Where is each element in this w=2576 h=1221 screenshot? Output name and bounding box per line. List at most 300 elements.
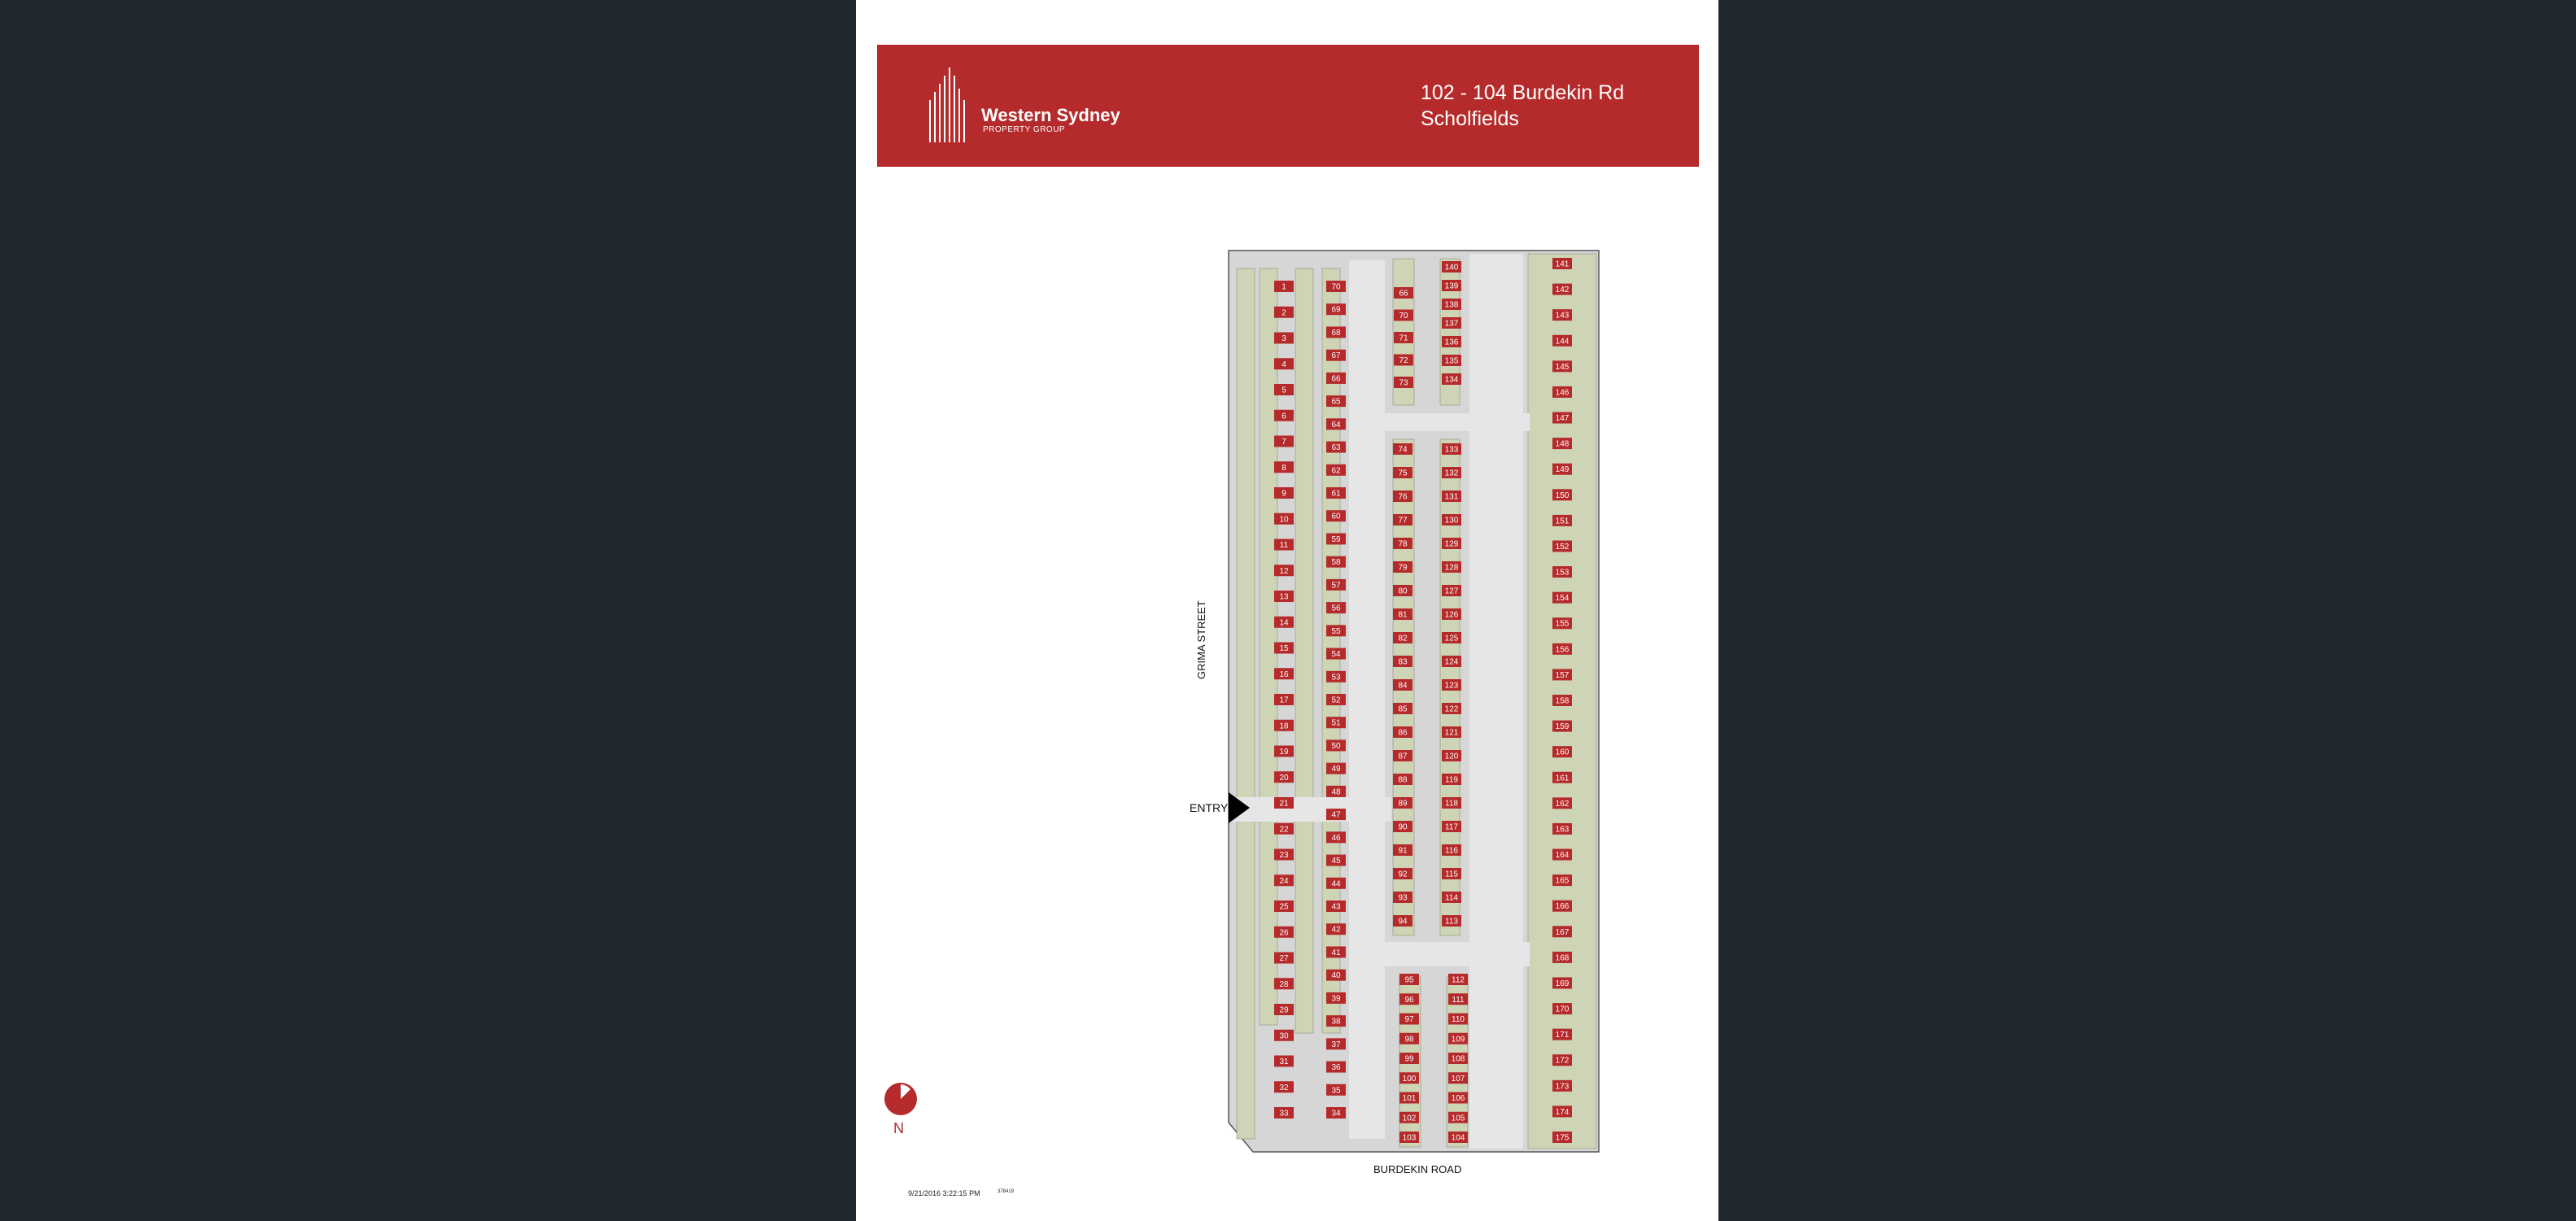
site-plan	[862, 236, 1676, 1204]
lot-number: 8	[1281, 463, 1286, 473]
lot-marker	[1442, 585, 1461, 596]
lot-number: 112	[1452, 975, 1465, 985]
lot-number: 154	[1555, 594, 1570, 604]
lot-number: 156	[1555, 645, 1570, 655]
lot-number: 50	[1331, 741, 1341, 751]
lot-number: 78	[1398, 539, 1408, 549]
entry-label: ENTRY	[1190, 801, 1229, 814]
lot-marker	[1442, 774, 1461, 785]
lot-marker	[1274, 487, 1294, 499]
lot-number: 71	[1399, 334, 1408, 343]
lot-number: 106	[1451, 1094, 1465, 1103]
lot-number: 4	[1281, 360, 1286, 369]
lot-number: 128	[1444, 563, 1459, 573]
lot-marker	[1442, 750, 1461, 761]
lot-marker	[1442, 915, 1461, 927]
lot-number: 26	[1279, 928, 1289, 938]
lot-marker	[1442, 821, 1461, 832]
lot-marker	[1448, 993, 1468, 1005]
lot-number: 139	[1444, 281, 1459, 291]
lot-marker	[1442, 632, 1461, 643]
lot-marker	[1274, 307, 1294, 318]
lot-number: 34	[1331, 1109, 1341, 1119]
lot-number: 51	[1331, 718, 1341, 728]
lot-marker	[1442, 317, 1461, 329]
lot-number: 1	[1281, 282, 1286, 292]
lot-marker	[1326, 671, 1346, 682]
lot-number: 95	[1404, 975, 1414, 985]
lot-number: 60	[1331, 512, 1341, 521]
lot-number: 12	[1279, 566, 1289, 576]
lot-number: 129	[1444, 539, 1459, 549]
lot-marker	[1326, 923, 1346, 935]
lot-number: 36	[1331, 1063, 1341, 1073]
logo-bars-icon	[929, 64, 975, 142]
lot-marker	[1274, 617, 1294, 628]
lot-number: 64	[1331, 420, 1341, 430]
lot-marker	[1326, 946, 1346, 957]
lot-marker	[1552, 926, 1572, 937]
lot-number: 66	[1331, 374, 1341, 384]
lot-marker	[1394, 310, 1413, 321]
lot-marker	[1393, 679, 1412, 691]
lot-number: 113	[1445, 917, 1458, 927]
lot-number: 119	[1445, 775, 1458, 785]
lot-number: 92	[1398, 870, 1408, 879]
lot-marker	[1394, 332, 1413, 343]
lot-marker	[1326, 326, 1346, 338]
lot-marker	[1393, 467, 1412, 478]
lot-marker	[1393, 797, 1412, 809]
lot-number: 21	[1279, 799, 1289, 809]
lot-marker	[1552, 617, 1572, 629]
lot-number: 23	[1279, 851, 1289, 860]
lot-number: 100	[1402, 1074, 1417, 1084]
lot-marker	[1326, 809, 1346, 820]
lot-number: 37	[1331, 1040, 1341, 1049]
lot-marker	[1552, 1132, 1572, 1143]
lot-number: 149	[1555, 465, 1570, 475]
lot-marker	[1274, 849, 1294, 861]
lot-number: 68	[1331, 328, 1341, 338]
lot-marker	[1448, 1033, 1468, 1044]
lot-number: 137	[1444, 319, 1459, 329]
lot-number: 82	[1398, 634, 1408, 643]
lot-number: 79	[1398, 563, 1408, 573]
lot-marker	[1399, 1112, 1419, 1123]
lot-marker	[1442, 514, 1461, 525]
lot-marker	[1393, 561, 1412, 573]
lot-marker	[1442, 703, 1461, 714]
lot-marker	[1552, 566, 1572, 578]
lot-marker	[1552, 874, 1572, 886]
lot-marker	[1274, 565, 1294, 576]
lot-marker	[1552, 952, 1572, 963]
lot-marker	[1399, 1092, 1419, 1104]
lot-marker	[1552, 386, 1572, 398]
lot-marker	[1274, 797, 1294, 809]
lot-marker	[1326, 556, 1346, 568]
lot-number: 108	[1451, 1054, 1465, 1064]
lot-number: 18	[1279, 722, 1289, 731]
lot-number: 15	[1279, 644, 1289, 653]
lot-marker	[1326, 464, 1346, 476]
lot-marker	[1326, 992, 1346, 1004]
lot-number: 122	[1444, 704, 1459, 714]
lot-marker	[1552, 823, 1572, 835]
lot-marker	[1274, 643, 1294, 654]
lot-marker	[1552, 849, 1572, 861]
lot-number: 120	[1444, 752, 1459, 761]
lot-number: 101	[1402, 1094, 1417, 1103]
street-label-south: BURDEKIN ROAD	[1373, 1163, 1462, 1175]
lot-number: 171	[1555, 1031, 1570, 1040]
lot-marker	[1442, 656, 1461, 667]
lot-number: 94	[1398, 917, 1408, 927]
lot-number: 89	[1398, 799, 1408, 809]
lot-number: 141	[1555, 259, 1570, 269]
lot-marker	[1552, 746, 1572, 757]
lot-marker	[1552, 515, 1572, 526]
lot-number: 145	[1555, 362, 1570, 372]
north-label: N	[893, 1120, 904, 1136]
lot-number: 115	[1445, 870, 1458, 879]
lot-number: 134	[1444, 375, 1459, 385]
lot-number: 110	[1452, 1015, 1465, 1024]
lot-marker	[1274, 978, 1294, 989]
lot-marker	[1448, 1072, 1468, 1084]
lot-marker	[1274, 1056, 1294, 1067]
lot-marker	[1552, 489, 1572, 500]
lot-number: 91	[1398, 846, 1408, 856]
lot-marker	[1274, 953, 1294, 964]
lot-marker	[1393, 774, 1412, 785]
lot-marker	[1552, 335, 1572, 347]
lot-marker	[1442, 844, 1461, 856]
lot-number: 58	[1331, 558, 1341, 568]
lot-number: 13	[1279, 592, 1289, 602]
lot-number: 22	[1279, 825, 1289, 835]
lot-marker	[1552, 1003, 1572, 1014]
lot-number: 83	[1398, 657, 1408, 667]
lot-marker	[1399, 1014, 1419, 1025]
lot-marker	[1448, 1112, 1468, 1123]
lot-marker	[1442, 538, 1461, 549]
lot-number: 133	[1444, 445, 1459, 455]
lot-marker	[1552, 721, 1572, 732]
lot-number: 7	[1281, 438, 1286, 447]
lot-number: 99	[1404, 1054, 1414, 1064]
lot-marker	[1393, 726, 1412, 738]
lot-marker	[1274, 1030, 1294, 1041]
lot-marker	[1552, 772, 1572, 783]
lot-number: 157	[1555, 670, 1570, 680]
lot-number: 75	[1398, 469, 1408, 478]
lot-marker	[1552, 977, 1572, 988]
lot-number: 153	[1555, 568, 1570, 578]
logo-subtitle: PROPERTY GROUP	[983, 125, 1066, 134]
lot-marker	[1442, 797, 1461, 809]
lot-marker	[1326, 350, 1346, 361]
lot-number: 69	[1331, 305, 1341, 315]
lot-number: 10	[1279, 515, 1289, 525]
lot-marker	[1274, 281, 1294, 292]
lot-marker	[1442, 443, 1461, 455]
lot-number: 131	[1444, 492, 1459, 502]
lot-marker	[1393, 703, 1412, 714]
lot-marker	[1552, 1105, 1572, 1117]
lot-number: 38	[1331, 1017, 1341, 1027]
lot-number: 70	[1331, 282, 1341, 292]
lot-number: 54	[1331, 650, 1341, 660]
lot-marker	[1274, 1081, 1294, 1092]
lot-number: 9	[1281, 489, 1286, 499]
lot-marker	[1326, 533, 1346, 544]
lot-marker	[1442, 280, 1461, 291]
lot-marker	[1326, 602, 1346, 613]
lot-number: 33	[1279, 1109, 1289, 1119]
lot-number: 98	[1404, 1035, 1414, 1044]
lot-number: 39	[1331, 994, 1341, 1004]
lot-marker	[1274, 436, 1294, 447]
lot-marker	[1274, 694, 1294, 705]
lot-marker	[1448, 974, 1468, 985]
lot-marker	[1552, 464, 1572, 475]
lot-marker	[1274, 513, 1294, 525]
lot-number: 168	[1555, 953, 1570, 963]
lot-number: 155	[1555, 619, 1570, 629]
north-arrow-icon	[884, 1082, 918, 1116]
lot-number: 5	[1281, 386, 1286, 395]
lot-number: 152	[1555, 542, 1570, 552]
lot-number: 70	[1399, 312, 1408, 321]
lot-marker	[1442, 336, 1461, 347]
lot-number: 19	[1279, 748, 1289, 757]
logo-name: Western Sydney	[981, 105, 1120, 125]
lot-number: 74	[1398, 445, 1408, 455]
lot-number: 52	[1331, 696, 1341, 705]
lot-number: 6	[1281, 412, 1286, 421]
lot-marker	[1326, 763, 1346, 774]
lot-number: 144	[1555, 337, 1570, 347]
lot-number: 104	[1451, 1133, 1465, 1143]
lot-marker	[1552, 360, 1572, 372]
lot-marker	[1326, 786, 1346, 797]
lot-number: 118	[1445, 799, 1458, 809]
lot-number: 86	[1398, 728, 1408, 738]
lot-marker	[1326, 878, 1346, 889]
lot-number: 88	[1398, 775, 1408, 785]
lot-number: 25	[1279, 902, 1289, 912]
lot-number: 85	[1398, 704, 1408, 714]
lot-number: 63	[1331, 443, 1341, 453]
lot-marker	[1274, 461, 1294, 473]
lot-number: 31	[1279, 1057, 1289, 1066]
lot-marker	[1274, 410, 1294, 421]
lot-marker	[1442, 491, 1461, 502]
lot-number: 48	[1331, 787, 1341, 797]
lot-number: 46	[1331, 833, 1341, 843]
lot-marker	[1274, 333, 1294, 344]
lot-marker	[1442, 467, 1461, 478]
lot-marker	[1442, 892, 1461, 903]
lot-marker	[1393, 892, 1412, 903]
lot-number: 125	[1444, 634, 1459, 643]
lot-marker	[1552, 1054, 1572, 1066]
lot-number: 29	[1279, 1005, 1289, 1015]
lot-number: 41	[1331, 948, 1341, 957]
lot-number: 28	[1279, 979, 1289, 989]
lot-number: 174	[1555, 1107, 1570, 1117]
address-line-2: Scholfields	[1421, 107, 1519, 130]
lot-marker	[1274, 874, 1294, 886]
lot-number: 56	[1331, 604, 1341, 613]
lot-marker	[1552, 592, 1572, 604]
lot-number: 140	[1444, 263, 1459, 273]
lot-number: 96	[1404, 995, 1414, 1005]
lot-marker	[1326, 648, 1346, 660]
lot-marker	[1326, 1038, 1346, 1049]
lot-marker	[1394, 287, 1413, 299]
lot-number: 147	[1555, 414, 1570, 424]
lot-number: 132	[1444, 469, 1459, 478]
lot-number: 24	[1279, 876, 1289, 886]
lot-number: 72	[1399, 356, 1408, 365]
lot-marker	[1552, 695, 1572, 706]
lot-number: 103	[1402, 1133, 1417, 1143]
lot-marker	[1399, 1132, 1419, 1143]
lot-number: 143	[1555, 311, 1570, 321]
lot-marker	[1552, 669, 1572, 680]
lot-marker	[1448, 1053, 1468, 1064]
lot-number: 27	[1279, 954, 1289, 963]
lot-marker	[1326, 303, 1346, 315]
lot-number: 62	[1331, 466, 1341, 476]
lot-number: 117	[1445, 822, 1458, 832]
lot-marker	[1326, 831, 1346, 843]
lot-marker	[1326, 694, 1346, 705]
lot-number: 47	[1331, 810, 1341, 820]
print-code: 378419	[998, 1189, 1015, 1194]
lot-marker	[1326, 373, 1346, 384]
lot-number: 30	[1279, 1031, 1289, 1041]
lot-marker	[1393, 844, 1412, 856]
lot-number: 172	[1555, 1056, 1570, 1066]
lot-number: 123	[1444, 681, 1459, 691]
lot-marker	[1393, 585, 1412, 596]
lot-marker	[1326, 510, 1346, 521]
lot-number: 97	[1404, 1015, 1414, 1024]
header-banner	[877, 45, 1699, 167]
street-label-west: GRIMA STREET	[1195, 600, 1207, 679]
lot-number: 114	[1445, 893, 1458, 903]
lot-number: 76	[1398, 492, 1408, 502]
lot-marker	[1442, 299, 1461, 310]
lot-number: 142	[1555, 286, 1570, 295]
lot-marker	[1326, 1015, 1346, 1027]
lot-marker	[1326, 717, 1346, 728]
lot-marker	[1442, 261, 1461, 273]
lot-marker	[1552, 540, 1572, 552]
lot-marker	[1442, 868, 1461, 879]
lot-marker	[1326, 579, 1346, 591]
lot-number: 11	[1279, 541, 1289, 550]
lot-marker	[1274, 771, 1294, 783]
lot-number: 55	[1331, 626, 1341, 636]
lot-number: 67	[1331, 351, 1341, 361]
lot-number: 165	[1555, 876, 1570, 886]
lot-number: 3	[1281, 334, 1286, 343]
lot-number: 107	[1451, 1074, 1465, 1084]
lot-number: 49	[1331, 765, 1341, 774]
address-line-1: 102 - 104 Burdekin Rd	[1421, 81, 1625, 104]
lot-number: 159	[1555, 722, 1570, 732]
lot-number: 77	[1398, 516, 1408, 525]
lot-marker	[1394, 377, 1413, 388]
lot-number: 111	[1452, 995, 1465, 1005]
lot-marker	[1326, 418, 1346, 430]
lot-marker	[1442, 373, 1461, 385]
lot-number: 42	[1331, 925, 1341, 935]
lot-marker	[1393, 538, 1412, 549]
lot-marker	[1393, 491, 1412, 502]
lot-number: 124	[1444, 657, 1459, 667]
lot-number: 65	[1331, 397, 1341, 407]
lot-marker	[1393, 821, 1412, 832]
lot-marker	[1326, 281, 1346, 292]
lot-marker	[1442, 561, 1461, 573]
lot-marker	[1552, 797, 1572, 809]
lot-number: 158	[1555, 696, 1570, 706]
lot-number: 126	[1444, 610, 1459, 620]
lot-number: 57	[1331, 581, 1341, 591]
lot-number: 2	[1281, 308, 1286, 318]
lot-marker	[1326, 970, 1346, 981]
lot-marker	[1448, 1132, 1468, 1143]
lot-marker	[1552, 438, 1572, 449]
lot-marker	[1274, 668, 1294, 679]
lot-number: 116	[1445, 846, 1458, 856]
lot-number: 164	[1555, 851, 1570, 861]
lot-marker	[1393, 632, 1412, 643]
lot-marker	[1399, 974, 1419, 985]
lot-number: 121	[1444, 728, 1459, 738]
lot-marker	[1552, 284, 1572, 295]
lot-number: 20	[1279, 773, 1289, 783]
lot-marker	[1552, 1029, 1572, 1040]
lot-marker	[1326, 487, 1346, 499]
lot-marker	[1399, 1033, 1419, 1044]
lot-marker	[1326, 900, 1346, 912]
lot-marker	[1326, 442, 1346, 453]
lot-number: 93	[1398, 893, 1408, 903]
lot-marker	[1552, 1080, 1572, 1092]
lot-marker	[1393, 915, 1412, 927]
lot-marker	[1552, 309, 1572, 321]
lot-number: 35	[1331, 1086, 1341, 1096]
lot-marker	[1274, 823, 1294, 835]
lot-marker	[1552, 258, 1572, 269]
lot-number: 84	[1398, 681, 1408, 691]
lot-number: 175	[1555, 1133, 1570, 1143]
lot-number: 151	[1555, 517, 1570, 526]
lot-marker	[1274, 539, 1294, 551]
lot-marker	[1274, 1107, 1294, 1119]
lot-marker	[1326, 855, 1346, 866]
lot-marker	[1442, 679, 1461, 691]
lot-marker	[1442, 726, 1461, 738]
lot-number: 130	[1444, 516, 1459, 525]
